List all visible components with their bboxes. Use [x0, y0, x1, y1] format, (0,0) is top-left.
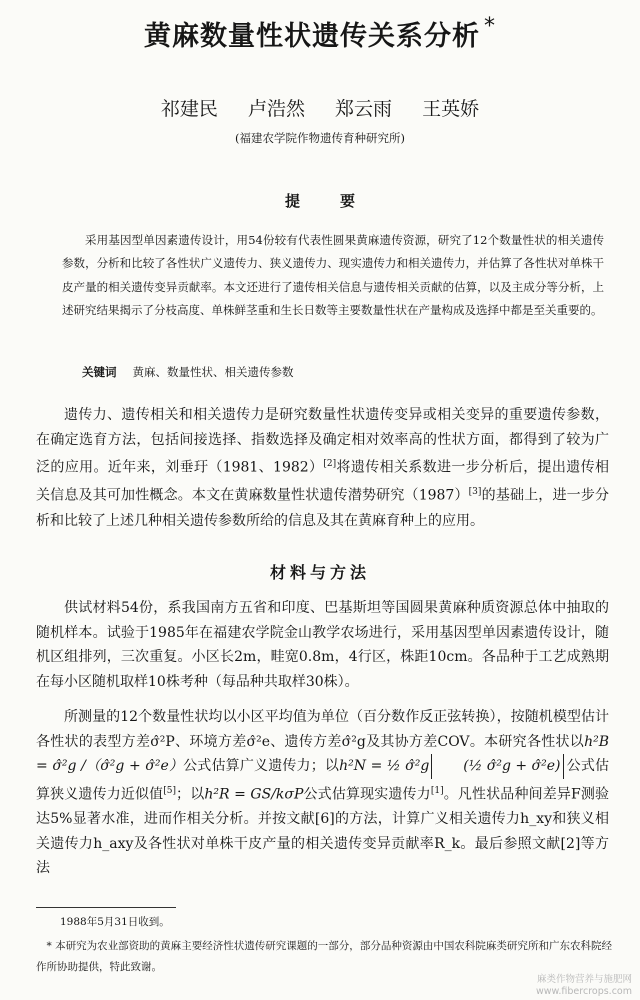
watermark: [536, 974, 632, 998]
intro-text: 将遗传相关系数进一步分析后，提出遗传相关信息及其可加性概念。本文在黄麻数量性状遗传潜势研究（1987）: [36, 459, 609, 505]
broad-heritability-formula: h²B = σ̂²g /（σ̂²g + σ̂²e）: [36, 733, 609, 775]
section-heading: 材料与方法: [269, 563, 370, 582]
keywords-line: [82, 364, 294, 380]
methods-text: 公式估算广义遗传力；以: [183, 758, 340, 775]
author-list: [0, 94, 640, 121]
footnote-funding: * 本研究为农业部资助的黄麻主要经济性状遗传研究课题的一部分，部分品种资源由中国农科院麻类研究所和广东农科院经作所协助提供，特此致谢。: [36, 940, 612, 973]
watermark-url: www.fibercrops.com: [535, 986, 632, 997]
methods-text: 公式估算狭义遗传力近似值: [36, 758, 610, 803]
realized-heritability-formula: h²R = GS/kσP: [204, 786, 304, 803]
introduction-paragraph: [36, 403, 609, 533]
abstract-heading-char: 要: [340, 192, 356, 210]
abstract-heading: [0, 190, 640, 211]
methods-text: 所测量的12个数量性状均以小区平均值为单位（百分数作反正弦转换），按随机模型估计各性状的表型方差σ̂²P、环境方差σ̂²e、遗传方差σ̂²g及其协方差COV。本研究各性状以: [36, 709, 609, 750]
affiliation: (福建农学院作物遗传育种研究所): [235, 131, 405, 145]
intro-text: 遗传力、遗传相关和相关遗传力是研究数量性状遗传变异或相关变异的重要遗传参数，在确定选育方法，包括间接选择、指数选择及确定相对效率高的性状方面，都得到了较为广泛的应用。近年来，刘垂玗（1981、1982）: [36, 407, 609, 476]
paper-title: [0, 14, 640, 53]
narrow-heritability-formula: h²N = ½ σ̂²g: [339, 758, 430, 775]
methods-paragraph-2: [36, 705, 609, 881]
author-name: 郑云雨: [335, 98, 393, 120]
abstract-heading-char: 提: [284, 192, 300, 210]
methods-paragraph-1: 供试材料54份，系我国南方五省和印度、巴基斯坦等国圆果黄麻种质资源总体中抽取的随机样本。试验于1985年在福建农学院金山教学农场进行，采用基因型单因素遗传设计，随机区组排列，三次重复。小区长2m，畦宽0.8m，4行区，株距10cm。各品种于工艺成熟期在每小区随机取样10株考种（每品种共取样30株）。: [36, 600, 609, 690]
title-footnote-mark: *: [484, 14, 496, 39]
methods-text: 公式估算现实遗传力: [303, 786, 431, 803]
citation-ref: [1]: [430, 785, 444, 796]
methods-text: ；以: [176, 786, 205, 803]
author-name: 王英娇: [422, 98, 480, 120]
title-text: 黄麻数量性状遗传关系分析: [144, 21, 480, 52]
citation-ref: [5]: [163, 785, 177, 796]
footnote-received-date: 1988年5月31日收到。: [60, 916, 170, 928]
citation-ref: [2]: [323, 459, 337, 470]
watermark-name: 麻类作物营养与施肥网: [536, 974, 632, 985]
abstract-text: 采用基因型单因素遗传设计，用54份较有代表性圆果黄麻遗传资源，研究了12个数量性状的相关遗传参数，分析和比较了各性状广义遗传力、狭义遗传力、现实遗传力和相关遗传力，并估算了各性状对单株干皮产量的相关遗传变异贡献率。本文还进行了遗传相关信息与遗传相关贡献的估算，以及主成分等分析，上述研究结果揭示了分枝高度、单株鲜茎重和生长日数等主要数量性状在产量构成及选择中都是至关重要的。: [62, 233, 604, 318]
author-name: 卢浩然: [247, 98, 305, 120]
author-name: 祁建民: [160, 98, 218, 120]
footnote-divider: [36, 907, 176, 908]
intro-text: 的基础上，进一步分析和比较了上述几种相关遗传参数所给的信息及其在黄麻育种上的应用。: [36, 488, 609, 529]
citation-ref: [3]: [468, 487, 482, 498]
formula-denominator: (½ σ̂²g + σ̂²e): [431, 754, 564, 779]
keywords-text: 黄麻、数量性状、相关遗传参数: [132, 365, 294, 379]
keywords-label: 关键词: [82, 365, 117, 379]
methods-text: 。凡性状品种间差异F测验达5%显著水准，进而作相关分析。并按文献[6]的方法，计算广义相关遗传力h_xy和狭义相关遗传力h_axy及各性状对单株干皮产量的相关遗传变异贡献率R_k。最后参照文献[2]等方法: [36, 786, 610, 877]
